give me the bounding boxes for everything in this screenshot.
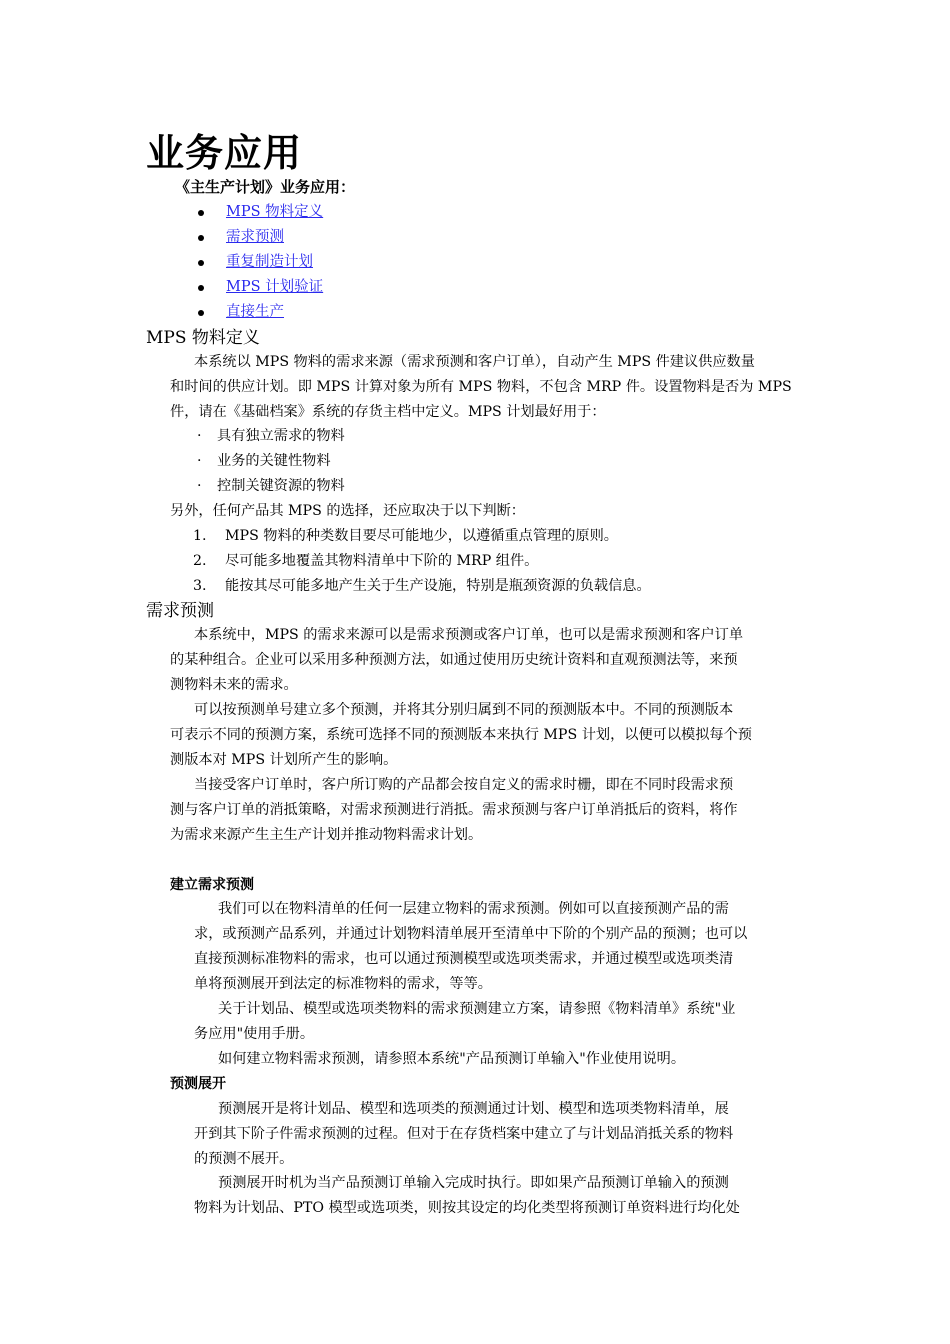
bullet-symbol: · (197, 428, 202, 444)
text-line: 关于计划品、模型或选项类物料的需求预测建立方案，请参照《物料清单》系统"业 (218, 1001, 736, 1017)
toc-list (198, 200, 323, 325)
create-paragraph-3 (194, 1047, 804, 1072)
subsection-heading-expand: 预测展开 (170, 1076, 226, 1092)
text-line: 务应用"使用手册。 (194, 1026, 315, 1042)
text-line: 测物料未来的需求。 (170, 677, 298, 693)
page-title: 业务应用 (146, 131, 303, 175)
toc-link-mps[interactable]: MPS 物料定义 (226, 204, 324, 220)
forecast-paragraph-2 (170, 698, 810, 773)
text-line: 物料为计划品、PTO 模型或选项类，则按其设定的均化类型将预测订单资料进行均化处 (194, 1200, 740, 1216)
text-line: 另外，任何产品其 MPS 的选择，还应取决于以下判断： (170, 503, 525, 519)
list-item: · 业务的关键性物料 (197, 449, 345, 474)
toc-item (198, 275, 323, 300)
list-item: 3. 能按其尽可能多地产生关于生产设施，特别是瓶颈资源的负载信息。 (193, 578, 651, 594)
section-heading-forecast: 需求预测 (146, 601, 214, 621)
expand-paragraph-1 (194, 1097, 804, 1172)
text-line: 的某种组合。企业可以采用多种预测方法，如通过使用历史统计资料和直观预测法等，来预 (170, 652, 738, 668)
text-line: 我们可以在物料清单的任何一层建立物料的需求预测。例如可以直接预测产品的需 (218, 901, 729, 917)
bullet-icon (198, 235, 204, 241)
bullet-symbol: · (197, 453, 202, 469)
text-line: 如何建立物料需求预测，请参照本系统"产品预测订单输入"作业使用说明。 (218, 1051, 686, 1067)
toc-link-direct[interactable]: 直接生产 (226, 304, 284, 320)
mps-paragraph-2 (170, 499, 800, 524)
toc-item (198, 225, 323, 250)
list-item: · 具有独立需求的物料 (197, 424, 345, 449)
list-item: 1. MPS 物料的种类数目要尽可能地少，以遵循重点管理的原则。 (193, 528, 618, 544)
bullet-icon (198, 210, 204, 216)
text-line: 本系统以 MPS 物料的需求来源（需求预测和客户订单），自动产生 MPS 件建议供应数量 (194, 354, 755, 370)
page-subtitle: 《主生产计划》业务应用： (175, 178, 356, 196)
text-line: 当接受客户订单时，客户所订购的产品都会按自定义的需求时栅，即在不同时段需求预 (194, 777, 734, 793)
create-paragraph-2 (194, 997, 804, 1047)
forecast-paragraph-1 (170, 623, 810, 698)
bullet-icon (198, 310, 204, 316)
text-line: 预测展开是将计划品、模型和选项类的预测通过计划、模型和选项类物料清单，展 (218, 1101, 729, 1117)
text-line: 测与客户订单的消抵策略，对需求预测进行消抵。需求预测与客户订单消抵后的资料，将作 (170, 802, 738, 818)
text-line: 可表示不同的预测方案，系统可选择不同的预测版本来执行 MPS 计划，以便可以模拟每个预 (170, 727, 752, 743)
text-line: 直接预测标准物料的需求，也可以通过预测模型或选项类需求，并通过模型或选项类清 (194, 951, 734, 967)
list-item: · 控制关键资源的物料 (197, 474, 345, 499)
text-line: 单将预测展开到法定的标准物料的需求，等等。 (194, 976, 492, 992)
create-paragraph-1 (194, 897, 804, 997)
mps-paragraph-1 (170, 350, 800, 425)
text-line: 预测展开时机为当产品预测订单输入完成时执行。即如果产品预测订单输入的预测 (218, 1175, 729, 1191)
toc-link-forecast[interactable]: 需求预测 (226, 229, 284, 245)
toc-item (198, 250, 323, 275)
expand-paragraph-2 (194, 1171, 804, 1221)
text-line: 为需求来源产生主生产计划并推动物料需求计划。 (170, 827, 483, 843)
section-heading-mps: MPS 物料定义 (146, 328, 260, 348)
subsection-heading-create: 建立需求预测 (170, 877, 254, 893)
toc-item (198, 200, 323, 225)
bullet-icon (198, 260, 204, 266)
toc-item (198, 300, 323, 325)
text-line: 可以按预测单号建立多个预测，并将其分别归属到不同的预测版本中。不同的预测版本 (194, 702, 734, 718)
bullet-symbol: · (197, 478, 202, 494)
text-line: 的预测不展开。 (194, 1151, 294, 1167)
list-item: 2. 尽可能多地覆盖其物料清单中下阶的 MRP 组件。 (193, 553, 539, 569)
mps-numbered-list (193, 524, 651, 599)
text-line: 测版本对 MPS 计划所产生的影响。 (170, 752, 398, 768)
toc-link-repetitive[interactable]: 重复制造计划 (226, 254, 313, 270)
text-line: 件，请在《基础档案》系统的存货主档中定义。MPS 计划最好用于： (170, 404, 606, 420)
text-line: 和时间的供应计划。即 MPS 计算对象为所有 MPS 物料，不包含 MRP 件。设置物料是否为 MPS (170, 379, 792, 395)
text-line: 求，或预测产品系列，并通过计划物料清单展开至清单中下阶的个别产品的预测；也可以 (194, 926, 748, 942)
forecast-paragraph-3 (170, 773, 810, 848)
bullet-icon (198, 285, 204, 291)
mps-bullet-list (197, 424, 345, 499)
toc-link-validation[interactable]: MPS 计划验证 (226, 279, 324, 295)
text-line: 本系统中，MPS 的需求来源可以是需求预测或客户订单，也可以是需求预测和客户订单 (194, 627, 744, 643)
text-line: 开到其下阶子件需求预测的过程。但对于在存货档案中建立了与计划品消抵关系的物料 (194, 1126, 734, 1142)
